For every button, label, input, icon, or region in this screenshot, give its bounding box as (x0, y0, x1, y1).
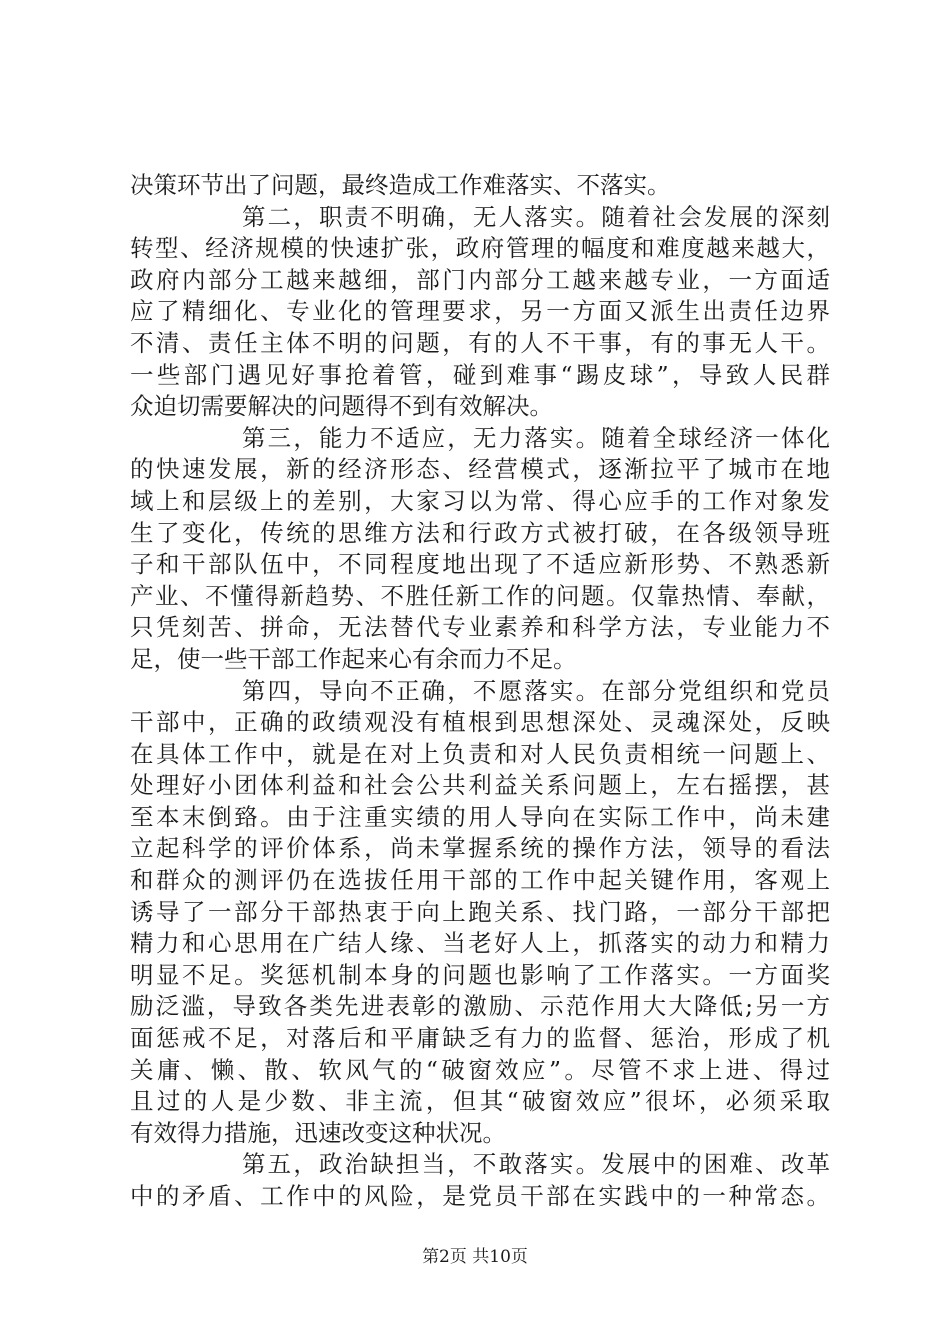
text-line: 至本末倒臵。由于注重实绩的用人导向在实际工作中，尚未建 (130, 802, 830, 831)
text-line: 第四，导向不正确，不愿落实。在部分党组织和党员 (242, 676, 830, 705)
text-line: 干部中，正确的政绩观没有植根到思想深处、灵魂深处，反映 (130, 708, 830, 737)
text-line: 有效得力措施，迅速改变这种状况。 (130, 1118, 506, 1147)
text-line: 一些部门遇见好事抢着管，碰到难事“踢皮球”，导致人民群 (130, 360, 830, 389)
text-line: 的快速发展，新的经济形态、经营模式，逐渐拉平了城市在地 (130, 455, 830, 484)
text-line: 政府内部分工越来越细，部门内部分工越来越专业，一方面适 (130, 265, 830, 294)
text-line: 面惩戒不足，对落后和平庸缺乏有力的监督、惩治，形成了机 (130, 1024, 830, 1053)
text-line: 处理好小团体利益和社会公共利益关系问题上，左右摇摆，甚 (130, 771, 830, 800)
page-number-footer: 第2页 共10页 (422, 1247, 528, 1267)
text-line: 不清、责任主体不明的问题，有的人不干事，有的事无人干。 (130, 328, 830, 357)
text-line: 明显不足。奖惩机制本身的问题也影响了工作落实。一方面奖 (130, 960, 830, 989)
text-line: 且过的人是少数、非主流，但其“破窗效应”很坏，必须采取 (130, 1087, 830, 1116)
text-line: 足，使一些干部工作起来心有余而力不足。 (130, 644, 577, 673)
text-line: 关庸、懒、散、软风气的“破窗效应”。尽管不求上进、得过 (130, 1055, 830, 1084)
text-line: 决策环节出了问题，最终造成工作难落实、不落实。 (130, 171, 671, 199)
text-line: 转型、经济规模的快速扩张，政府管理的幅度和难度越来越大， (130, 234, 830, 263)
text-line: 只凭刻苦、拼命，无法替代专业素养和科学方法，专业能力不 (130, 613, 830, 642)
text-line: 和群众的测评仍在选拔任用干部的工作中起关键作用，客观上 (130, 866, 830, 895)
text-line: 在具体工作中，就是在对上负责和对人民负责相统一问题上、 (130, 739, 830, 768)
text-line: 诱导了一部分干部热衷于向上跑关系、找门路，一部分干部把 (130, 897, 830, 926)
text-line: 应了精细化、专业化的管理要求，另一方面又派生出责任边界 (130, 297, 830, 326)
text-line: 产业、不懂得新趋势、不胜任新工作的问题。仅靠热情、奉献， (130, 581, 830, 610)
text-line: 第五，政治缺担当，不敢落实。发展中的困难、改革 (242, 1150, 830, 1179)
text-line: 第二，职责不明确，无人落实。随着社会发展的深刻 (242, 202, 830, 231)
text-line: 生了变化，传统的思维方法和行政方式被打破，在各级领导班 (130, 518, 830, 547)
text-line: 励泛滥，导致各类先进表彰的激励、示范作用大大降低;另一方 (130, 992, 830, 1021)
text-line: 中的矛盾、工作中的风险，是党员干部在实践中的一种常态。 (130, 1182, 830, 1210)
text-line: 子和干部队伍中，不同程度地出现了不适应新形势、不熟悉新 (130, 550, 830, 579)
text-line: 精力和心思用在广结人缘、当老好人上，抓落实的动力和精力 (130, 929, 830, 958)
body-text (130, 170, 830, 1213)
text-line: 域上和层级上的差别，大家习以为常、得心应手的工作对象发 (130, 486, 830, 515)
text-line: 第三，能力不适应，无力落实。随着全球经济一体化 (242, 423, 830, 452)
text-line: 立起科学的评价体系，尚未掌握系统的操作方法，领导的看法 (130, 834, 830, 863)
text-line: 众迫切需要解决的问题得不到有效解决。 (130, 392, 553, 421)
